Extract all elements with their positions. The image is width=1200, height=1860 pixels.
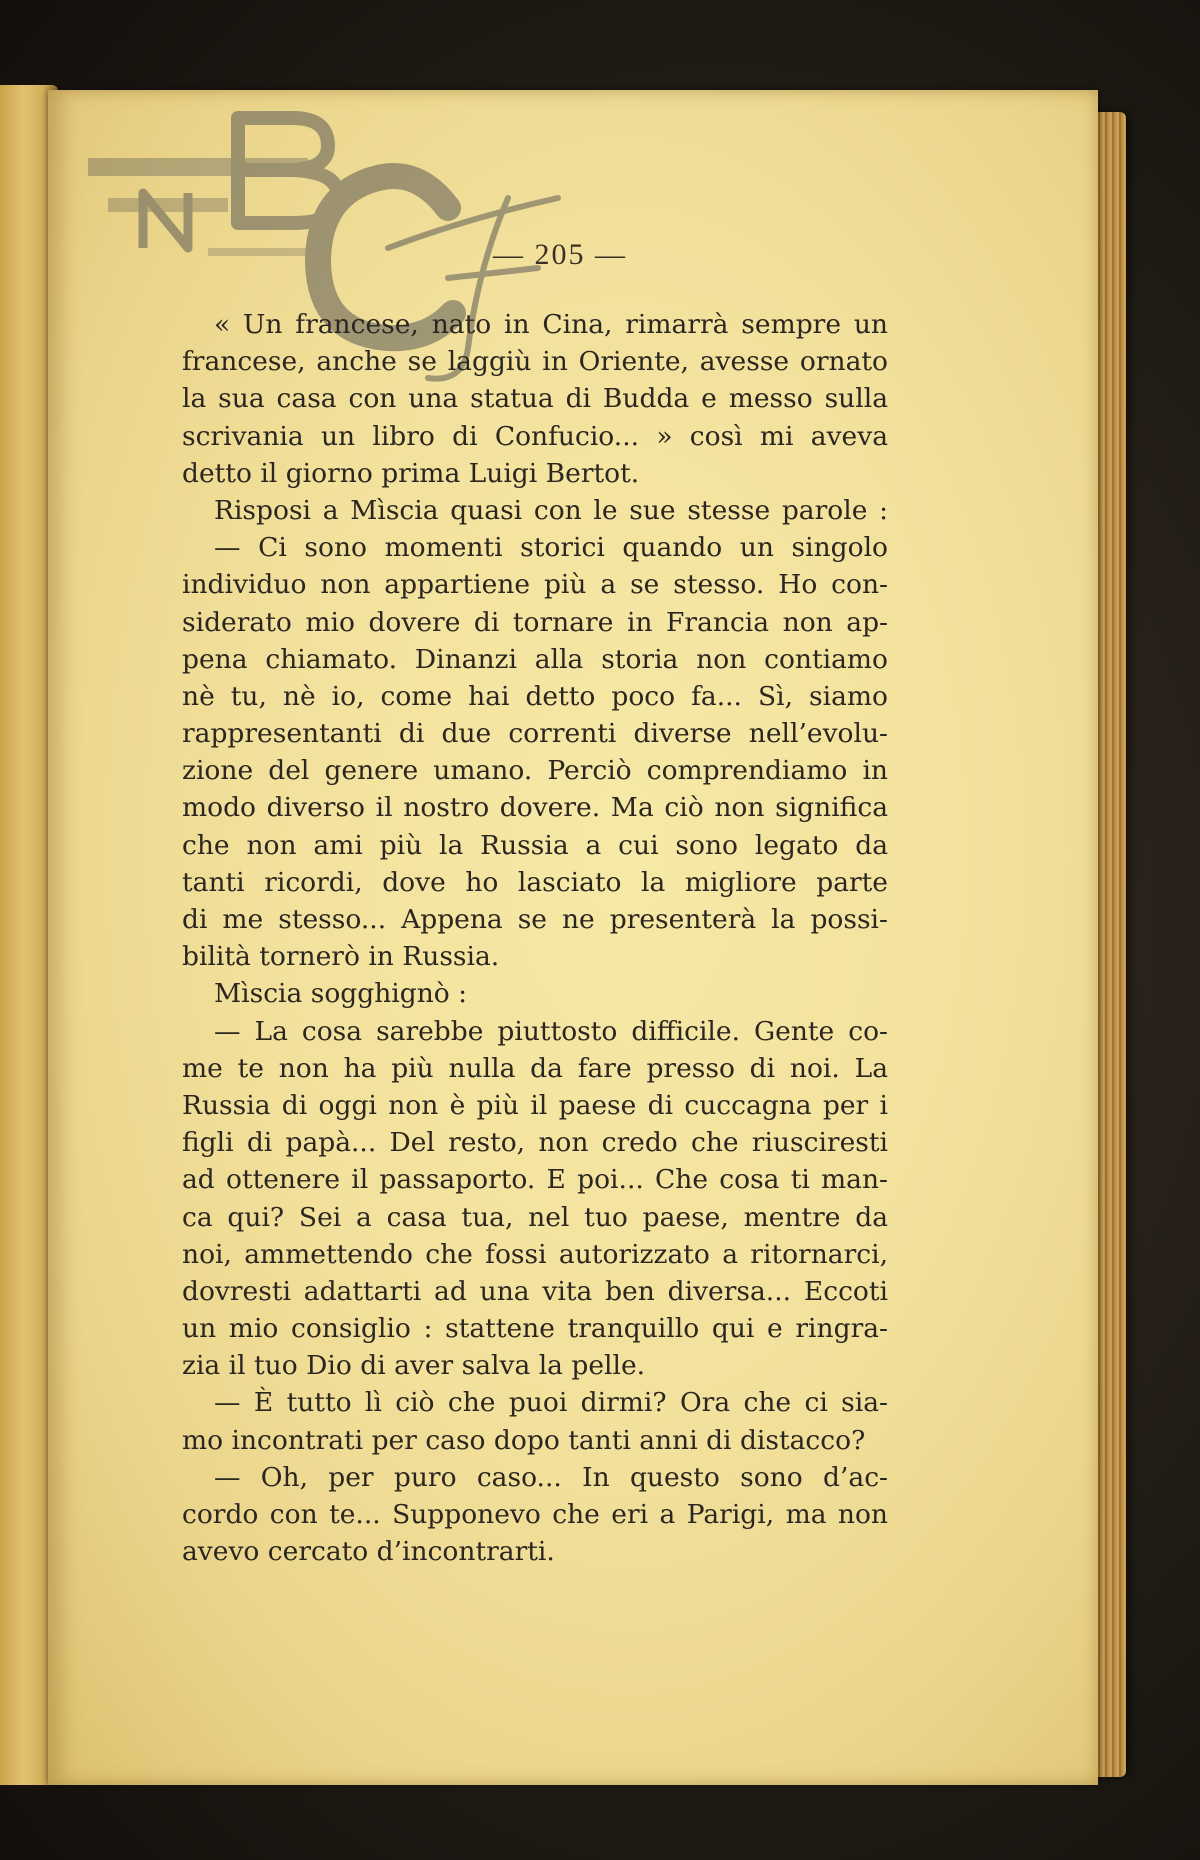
page-body-text bbox=[182, 306, 888, 1570]
text-line: noi, ammettendo che fossi autorizzato a ritornarci, bbox=[182, 1238, 888, 1270]
text-line: detto il giorno prima Luigi Bertot. bbox=[182, 457, 640, 489]
text-line: zia il tuo Dio di aver salva la pelle. bbox=[182, 1350, 646, 1382]
text-line: Russia di oggi non è più il paese di cuccagna per i bbox=[182, 1089, 888, 1121]
text-line: un mio consiglio : stattene tranquillo qui e ringra- bbox=[182, 1313, 888, 1345]
text-line: modo diverso il nostro dovere. Ma ciò non significa bbox=[182, 792, 888, 824]
text-line: di me stesso... Appena se ne presenterà la possi- bbox=[182, 904, 888, 935]
text-line: « Un francese, nato in Cina, rimarrà sempre un bbox=[214, 309, 888, 340]
text-line: rappresentanti di due correnti diverse nell’evolu- bbox=[182, 718, 888, 750]
text-line: zione del genere umano. Perciò comprendiamo in bbox=[182, 755, 888, 787]
text-line: pena chiamato. Dinanzi alla storia non contiamo bbox=[182, 643, 888, 675]
page-number: — 205 — bbox=[493, 238, 627, 271]
text-line: siderato mio dovere di tornare in Francia non ap- bbox=[182, 606, 888, 638]
text-line: nè tu, nè io, come hai detto poco fa... Sì, siamo bbox=[182, 680, 888, 712]
text-line: avevo cercato d’incontrarti. bbox=[182, 1536, 555, 1568]
text-line: la sua casa con una statua di Budda e messo sulla bbox=[182, 383, 888, 415]
text-line: tanti ricordi, dove ho lasciato la migliore parte bbox=[182, 866, 888, 898]
text-line: me te non ha più nulla da fare presso di noi. La bbox=[182, 1052, 888, 1084]
text-line: cordo con te... Supponevo che eri a Parigi, ma non bbox=[182, 1499, 888, 1530]
text-line: — È tutto lì ciò che puoi dirmi? Ora che ci sia- bbox=[214, 1387, 888, 1419]
text-line: scrivania un libro di Confucio... » così mi aveva bbox=[182, 420, 888, 452]
text-line: che non ami più la Russia a cui sono legato da bbox=[182, 829, 888, 861]
text-line: mo incontrati per caso dopo tanti anni di distacco? bbox=[182, 1424, 866, 1456]
text-line: figli di papà... Del resto, non credo che riusciresti bbox=[182, 1127, 888, 1159]
text-line: bilità tornerò in Russia. bbox=[182, 941, 500, 973]
text-line: individuo non appartiene più a se stesso. Ho con- bbox=[182, 569, 888, 601]
text-line: — La cosa sarebbe piuttosto difficile. Gente co- bbox=[214, 1015, 888, 1047]
text-line: Risposi a Mìscia quasi con le sue stesse parole : bbox=[214, 494, 888, 526]
text-line: francese, anche se laggiù in Oriente, avesse ornato bbox=[182, 346, 888, 378]
text-line: ad ottenere il passaporto. E poi... Che cosa ti man- bbox=[182, 1164, 888, 1196]
text-line: ca qui? Sei a casa tua, nel tuo paese, mentre da bbox=[182, 1201, 888, 1233]
text-line: — Ci sono momenti storici quando un singolo bbox=[214, 532, 888, 564]
text-line: dovresti adattarti ad una vita ben diversa... Eccoti bbox=[182, 1275, 888, 1307]
text-line: Mìscia sogghignò : bbox=[214, 978, 468, 1010]
text-line: — Oh, per puro caso... In questo sono d’ac- bbox=[214, 1461, 888, 1493]
